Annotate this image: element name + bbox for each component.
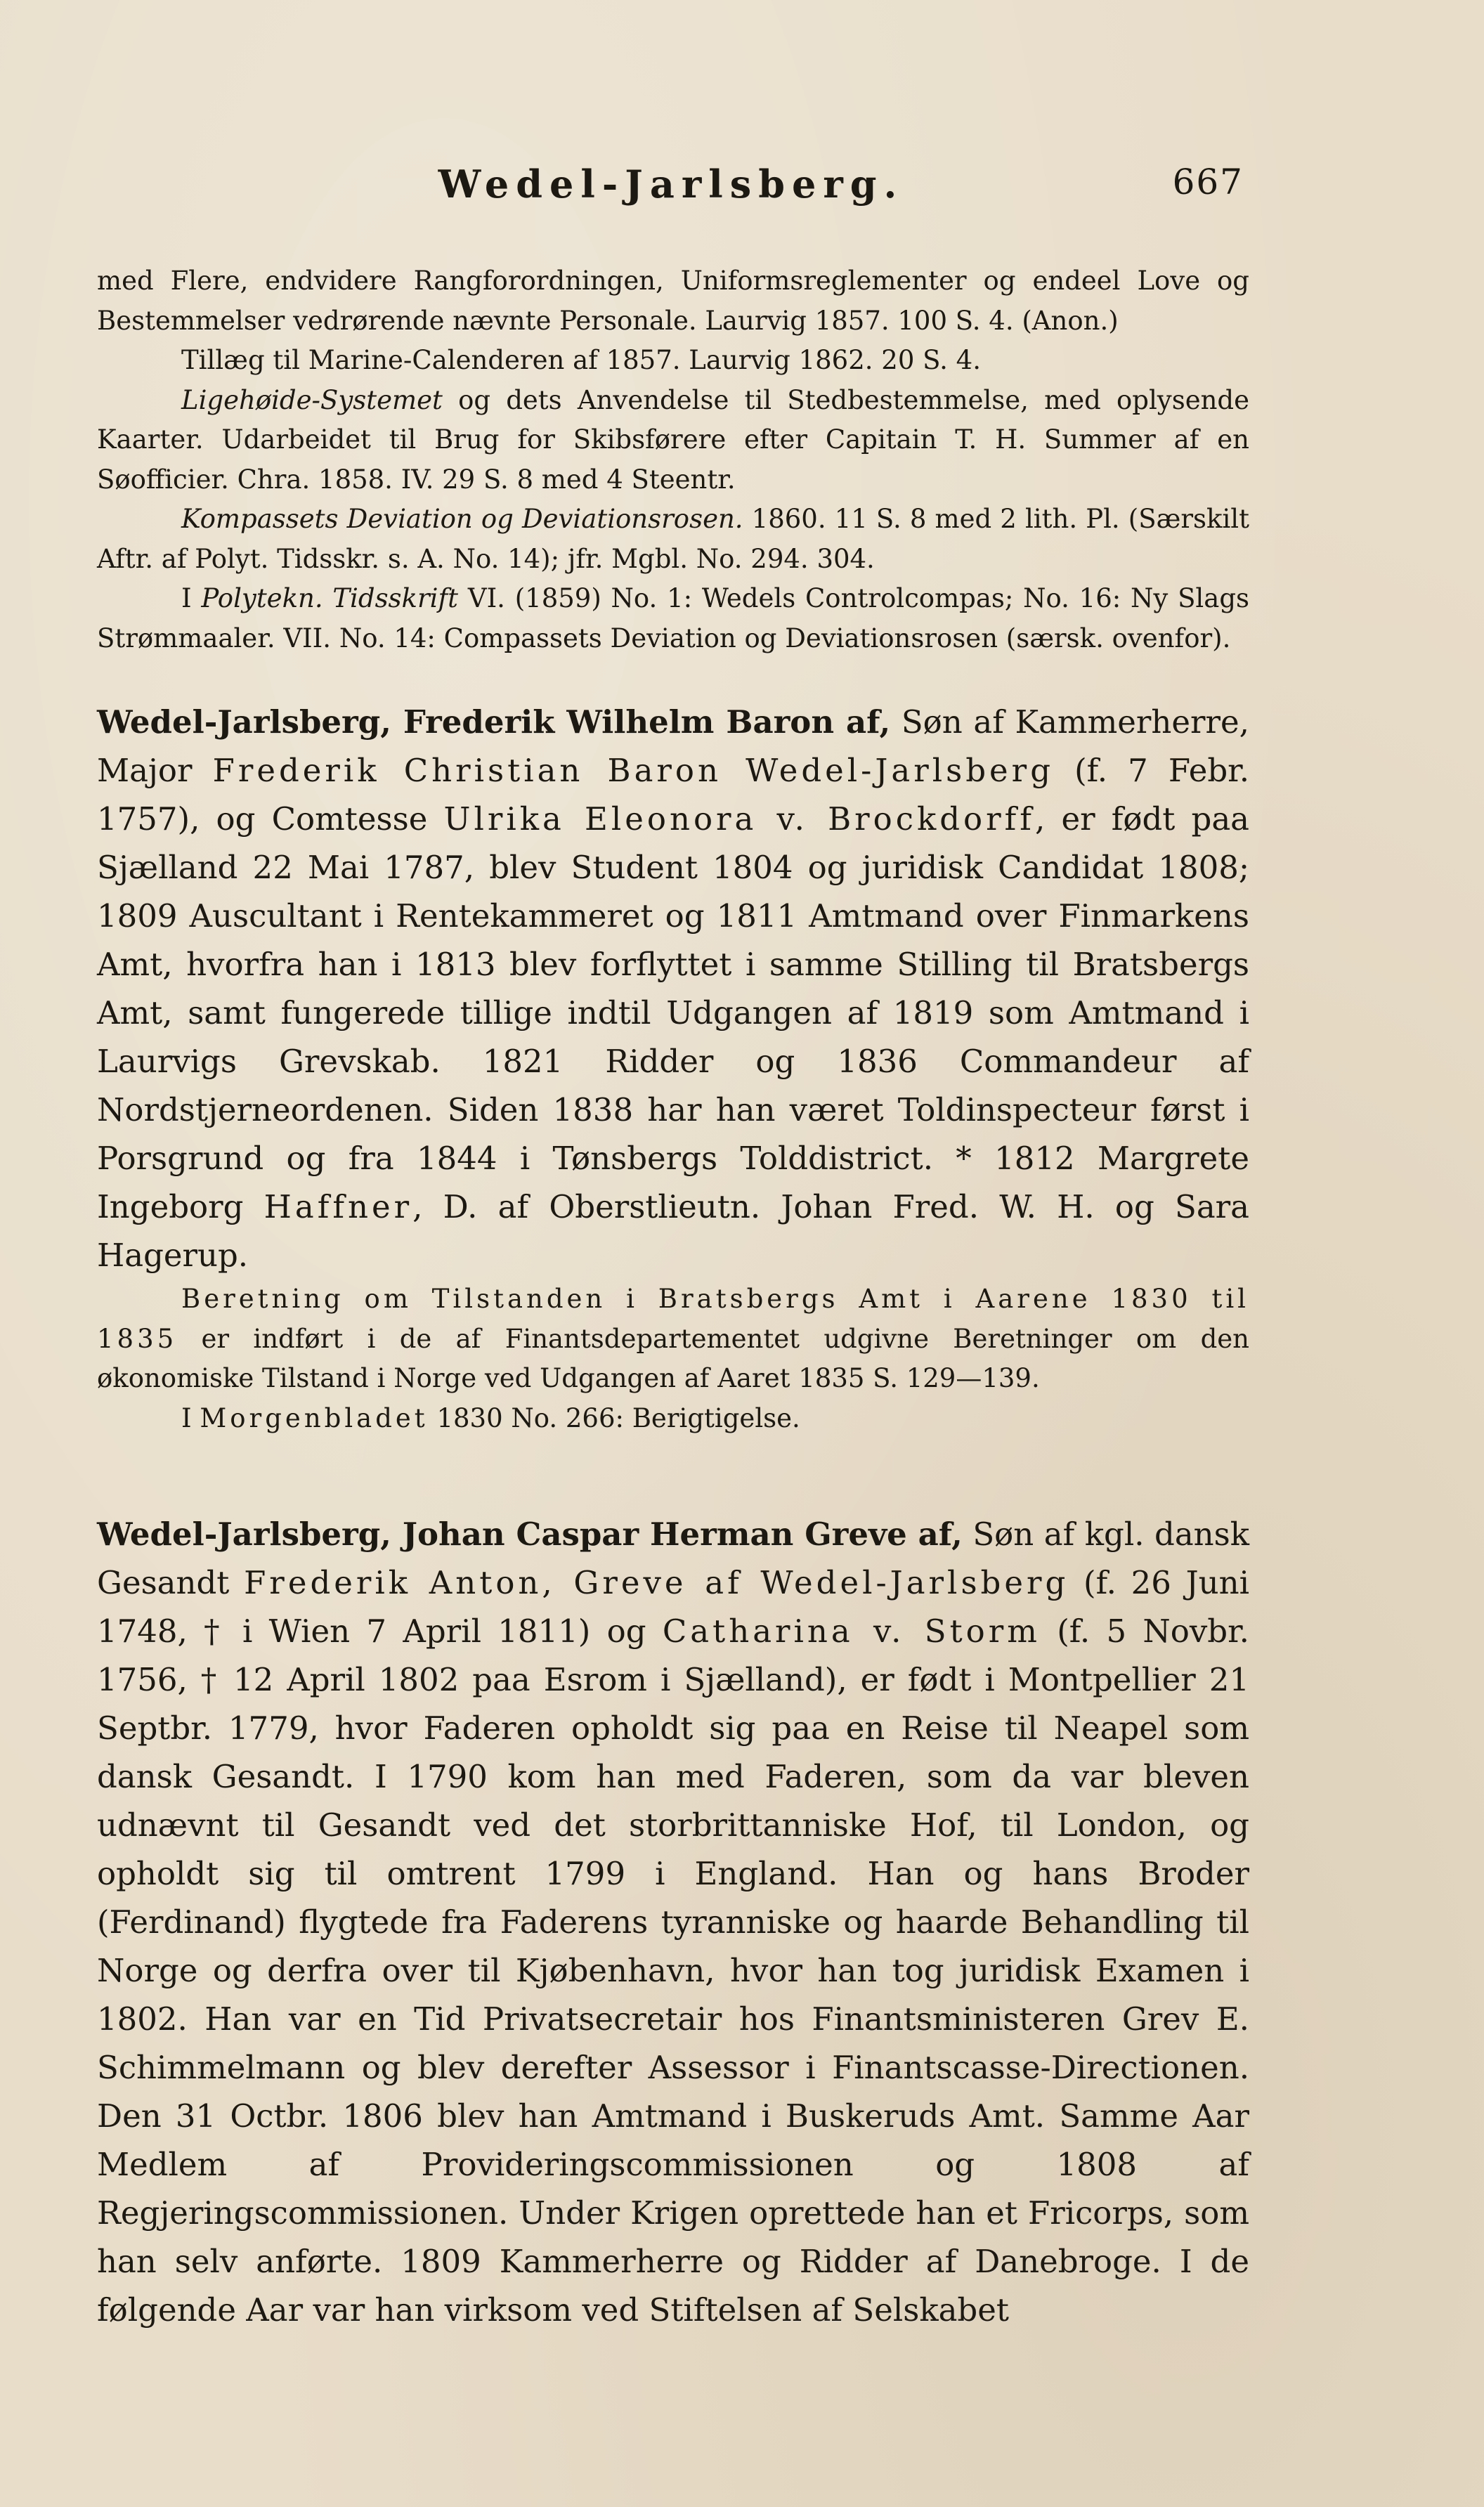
bibliography-item: I Morgenbladet 1830 No. 266: Berigtigelse.	[181, 1402, 800, 1433]
biography-entry: Wedel-Jarlsberg, Johan Caspar Herman Greve af, Søn af kgl. dansk Gesandt Frederik Anton, Greve af Wedel-Jarlsberg (f. 26 Juni 1748, † i Wien 7 April 1811) og Catharina v. Storm (f. 5 Novbr. 1756, † 12 April 1802 paa Esrom i Sjælland), er født i Montpellier 21 Septbr. 1779, hvor Faderen opholdt sig paa en Reise til Neapel som dansk Gesandt. I 1790 kom han med Faderen, som da var bleven udnævnt til Gesandt ved det storbrittanniske Hof, til London, og opholdt sig til omtrent 1799 i England. Han og hans Broder (Ferdinand) flygtede fra Faderens tyranniske og haarde Behandling til Norge og derfra over til Kjøbenhavn, hvor han tog juridisk Examen i 1802. Han var en Tid Privatsecretair hos Finantsministeren Grev E. Schimmelmann og blev derefter Assessor i Finantscasse-Directionen. Den 31 Octbr. 1806 blev han Amtmand i Buskeruds Amt. Samme Aar Medlem af Provideringscommissionen og 1808 af Regjeringscommissionen. Under Krigen oprettede han et Fricorps, som han selv anførte. 1809 Kammerherre og Ridder af Danebroge. I de følgende Aar var han virksom ved Stiftelsen af Selskabet	[97, 1516, 1249, 2329]
entry-spacer	[97, 658, 1249, 698]
page-number: 667	[1172, 162, 1244, 202]
mother-name: Ulrika Eleonora v. Brockdorff	[443, 800, 1035, 838]
mother-name: Catharina v. Storm	[662, 1613, 1041, 1650]
entry-heading: Wedel-Jarlsberg, Johan Caspar Herman Greve af,	[97, 1516, 963, 1553]
bibliography-item: Beretning om Tilstanden i Bratsbergs Amt i Aarene 1830 til 1835 er indført i de af Finantsdepartementet udgivne Beretninger om den økonomiske Tilstand i Norge ved Udgangen af Aaret 1835 S. 129—139.	[97, 1284, 1249, 1393]
entry-heading: Wedel-Jarlsberg, Frederik Wilhelm Baron af,	[97, 703, 891, 741]
bibliography-item: Ligehøide-Systemet og dets Anvendelse til Stedbestemmelse, med oplysende Kaarter. Udarbeidet til Brug for Skibsførere efter Capitain T. H. Summer af en Søofficier. Chra. 1858. IV. 29 S. 8 med 4 Steentr.	[97, 384, 1249, 495]
work-title: Polytekn. Tidsskrift	[201, 583, 459, 613]
page-header	[98, 162, 1244, 218]
page-text	[97, 261, 1249, 2334]
bibliography-continuation: med Flere, endvidere Rangforordningen, Uniformsreglementer og endeel Love og Bestemmelser vedrørende nævnte Personale. Laurvig 1857. 100 S. 4. (Anon.)	[97, 266, 1249, 336]
work-title: Kompassets Deviation og Deviationsrosen.	[181, 504, 743, 534]
work-title: Morgenbladet	[200, 1402, 429, 1433]
work-title: Beretning om Tilstanden i Bratsbergs Amt i Aarene 1830 til 1835	[97, 1284, 1249, 1354]
running-title: Wedel-Jarlsberg.	[438, 162, 904, 207]
spouse-name: Haffner	[263, 1188, 413, 1225]
bibliography-item: Kompassets Deviation og Deviationsrosen. 1860. 11 S. 8 med 2 lith. Pl. (Særskilt Aftr. af Polyt. Tidsskr. s. A. No. 14); jfr. Mgbl. No. 294. 304.	[97, 504, 1249, 574]
entry-spacer	[97, 1438, 1249, 1510]
father-name: Frederik Christian Baron Wedel-Jarlsberg	[212, 752, 1054, 789]
work-title: Ligehøide-Systemet	[181, 384, 443, 415]
bibliography-item: Tillæg til Marine-Calenderen af 1857. Laurvig 1862. 20 S. 4.	[181, 345, 981, 375]
father-name: Frederik Anton, Greve af Wedel-Jarlsberg	[244, 1564, 1069, 1601]
bibliography-item: I Polytekn. Tidsskrift VI. (1859) No. 1: Wedels Controlcompas; No. 16: Ny Slags Strømmaaler. VII. No. 14: Compassets Deviation og Deviationsrosen (særsk. ovenfor).	[97, 583, 1249, 653]
biography-entry: Wedel-Jarlsberg, Frederik Wilhelm Baron af, Søn af Kammerherre, Major Frederik Christian Baron Wedel-Jarlsberg (f. 7 Febr. 1757), og Comtesse Ulrika Eleonora v. Brockdorff, er født paa Sjælland 22 Mai 1787, blev Student 1804 og juridisk Candidat 1808; 1809 Auscultant i Rentekammeret og 1811 Amtmand over Finmarkens Amt, hvorfra han i 1813 blev forflyttet i samme Stilling til Bratsbergs Amt, samt fungerede tillige indtil Udgangen af 1819 som Amtmand i Laurvigs Grevskab. 1821 Ridder og 1836 Commandeur af Nordstjerneordenen. Siden 1838 har han været Toldinspecteur først i Porsgrund og fra 1844 i Tønsbergs Tolddistrict. * 1812 Margrete Ingeborg Haffner, D. af Oberstlieutn. Johan Fred. W. H. og Sara Hagerup.	[97, 703, 1250, 1274]
